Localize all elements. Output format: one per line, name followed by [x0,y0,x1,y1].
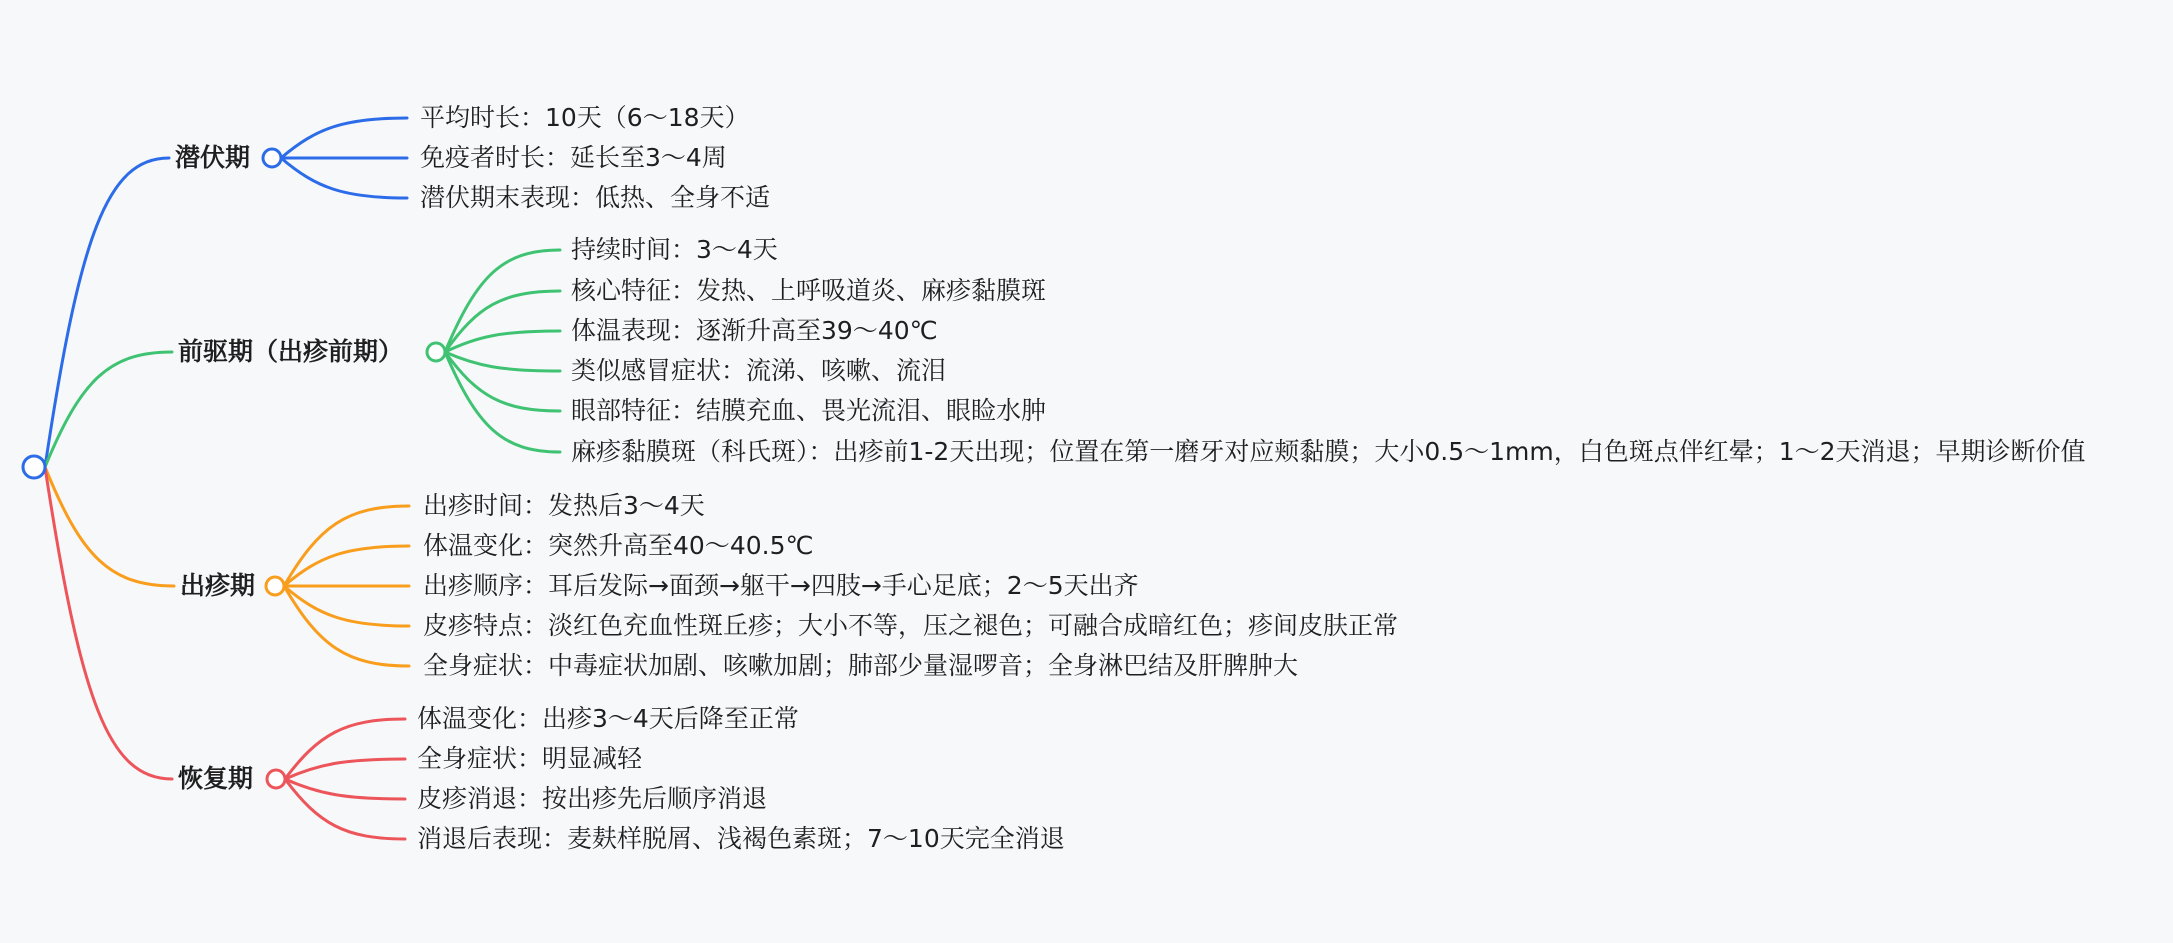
branch-label-prodromal-period[interactable]: 前驱期（出疹前期） [178,337,404,366]
leaf-node[interactable]: 潜伏期末表现：低热、全身不适 [420,183,771,212]
leaf-node[interactable]: 麻疹黏膜斑（科氏斑）：出疹前1-2天出现；位置在第一磨牙对应颊黏膜；大小0.5～1mm，白色斑点伴红晕；1～2天消退；早期诊断价值 [571,437,2086,466]
leaf-node[interactable]: 皮疹消退：按出疹先后顺序消退 [417,784,768,813]
leaf-node[interactable]: 全身症状：中毒症状加剧、咳嗽加剧；肺部少量湿啰音；全身淋巴结及肝脾肿大 [423,651,1299,680]
leaf-link-3-2 [285,779,405,799]
leaf-link-1-2 [445,331,560,352]
leaf-node[interactable]: 皮疹特点：淡红色充血性斑丘疹；大小不等，压之褪色；可融合成暗红色；疹间皮肤正常 [423,611,1399,640]
branch-node-circle-1[interactable] [427,343,445,361]
leaf-node[interactable]: 眼部特征：结膜充血、畏光流泪、眼睑水肿 [571,396,1047,425]
branch-label-recovery-period[interactable]: 恢复期 [178,764,254,793]
leaf-link-2-3 [284,586,409,626]
leaf-node[interactable]: 体温表现：逐渐升高至39～40℃ [571,316,938,345]
leaf-node[interactable]: 体温变化：出疹3～4天后降至正常 [417,704,799,733]
leaf-node[interactable]: 核心特征：发热、上呼吸道炎、麻疹黏膜斑 [571,276,1047,305]
branch-node-circle-3[interactable] [267,770,285,788]
branch-node-circle-2[interactable] [266,577,284,595]
branch-node-circle-0[interactable] [263,149,281,167]
leaf-node[interactable]: 出疹顺序：耳后发际→面颈→躯干→四肢→手心足底；2～5天出齐 [423,571,1139,600]
branch-label-rash-period[interactable]: 出疹期 [180,571,256,600]
leaf-link-1-4 [445,352,560,411]
leaf-link-0-2 [281,158,407,198]
leaf-link-3-0 [285,719,405,779]
leaf-node[interactable]: 消退后表现：麦麸样脱屑、浅褐色素斑；7～10天完全消退 [417,824,1065,853]
leaf-node[interactable]: 平均时长：10天（6～18天） [420,103,750,132]
leaf-link-3-3 [285,779,405,839]
root-link-1 [45,352,172,467]
root-link-2 [45,467,174,586]
leaf-node[interactable]: 全身症状：明显减轻 [417,744,643,773]
root-link-0 [45,158,169,467]
leaf-node[interactable]: 体温变化：突然升高至40～40.5℃ [423,531,814,560]
leaf-link-3-1 [285,759,405,779]
root-link-3 [45,467,172,779]
leaf-link-0-0 [281,118,407,158]
leaf-node[interactable]: 出疹时间：发热后3～4天 [423,491,705,520]
root-node-circle[interactable] [23,456,45,478]
leaf-node[interactable]: 持续时间：3～4天 [571,235,778,264]
leaf-link-2-1 [284,546,409,586]
leaf-node[interactable]: 免疫者时长：延长至3～4周 [420,143,727,172]
leaf-node[interactable]: 类似感冒症状：流涕、咳嗽、流泪 [571,356,947,385]
branch-label-incubation-period[interactable]: 潜伏期 [175,143,251,172]
leaf-link-1-3 [445,352,560,371]
